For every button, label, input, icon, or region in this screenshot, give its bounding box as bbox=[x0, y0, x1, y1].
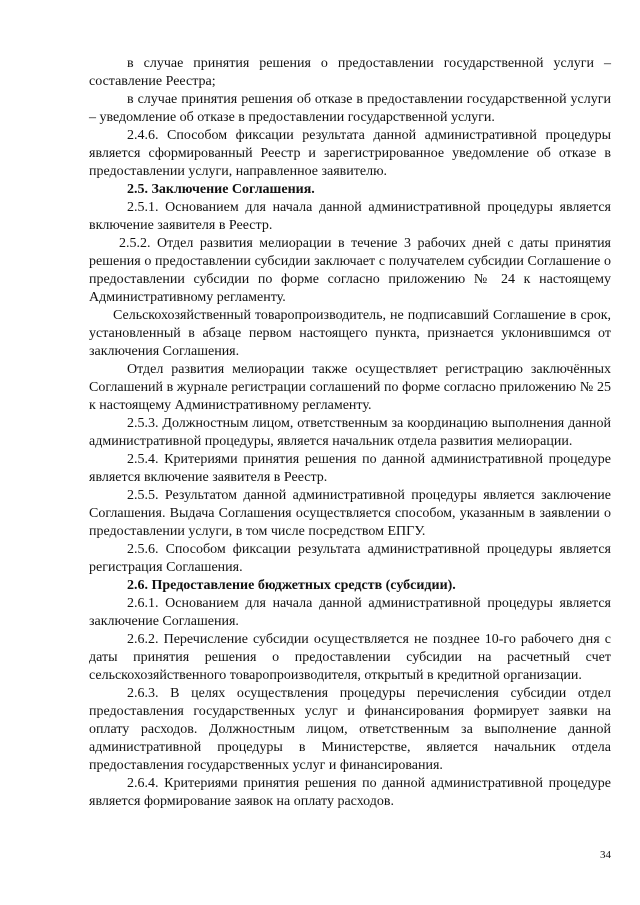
page-number: 34 bbox=[600, 849, 611, 861]
paragraph-registration-journal: Отдел развития мелиорации также осуществляет регистрацию заключённых Соглашений в журнале регистрации соглашений по форме согласно приложению № 25 к настоящему Административному регламенту. bbox=[89, 362, 611, 413]
paragraph-producer-evasion: Сельскохозяйственный товаропроизводитель, не подписавший Соглашение в срок, установленный в абзаце первом настоящего пункта, признается уклонившимся от заключения Соглашения. bbox=[89, 308, 611, 359]
paragraph-2-4-6: 2.4.6. Способом фиксации результата данной административной процедуры является сформированный Реестр и зарегистрированное уведомление об отказе в предоставлении услуги, направленное заявителю. bbox=[89, 128, 611, 179]
paragraph-2-6-4: 2.6.4. Критериями принятия решения по данной административной процедуре является формирование заявок на оплату расходов. bbox=[89, 776, 611, 809]
paragraph-2-5-5: 2.5.5. Результатом данной административной процедуры является заключение Соглашения. Выдача Соглашения осуществляется способом, указанным в заявлении о предоставлении услуги, в том числе посредством ЕПГУ. bbox=[89, 488, 611, 539]
section-heading-2-5: 2.5. Заключение Соглашения. bbox=[127, 182, 315, 197]
paragraph-2-5-2: 2.5.2. Отдел развития мелиорации в течение 3 рабочих дней с даты принятия решения о предоставлении субсидии заключает с получателем субсидии Соглашение о предоставлении субсидии по форме согласно приложению № 24 к настоящему Административному регламенту. bbox=[89, 236, 611, 305]
paragraph-registry-case: в случае принятия решения о предоставлении государственной услуги – составление Реестра; bbox=[89, 56, 611, 89]
paragraph-2-5-1: 2.5.1. Основанием для начала данной административной процедуры является включение заявителя в Реестр. bbox=[89, 200, 611, 233]
paragraph-2-6-3: 2.6.3. В целях осуществления процедуры перечисления субсидии отдел предоставления государственных услуг и финансирования формирует заявки на оплату расходов. Должностным лицом, ответственным за выполнение данной административной процедуры в Министерстве, является начальник отдела предоставления государственных услуг и финансирования. bbox=[89, 686, 611, 773]
paragraph-2-5-3: 2.5.3. Должностным лицом, ответственным за координацию выполнения данной административной процедуры, является начальник отдела развития мелиорации. bbox=[89, 416, 611, 449]
paragraph-2-5-4: 2.5.4. Критериями принятия решения по данной административной процедуре является включение заявителя в Реестр. bbox=[89, 452, 611, 485]
section-heading-2-6: 2.6. Предоставление бюджетных средств (субсидии). bbox=[127, 578, 456, 593]
paragraph-refusal-case: в случае принятия решения об отказе в предоставлении государственной услуги – уведомление об отказе в предоставлении государственной услуги. bbox=[89, 92, 611, 125]
paragraph-2-6-1: 2.6.1. Основанием для начала данной административной процедуры является заключение Соглашения. bbox=[89, 596, 611, 629]
document-body bbox=[89, 55, 611, 811]
paragraph-2-6-2: 2.6.2. Перечисление субсидии осуществляется не позднее 10-го рабочего дня с даты принятия решения о предоставлении субсидии на расчетный счет сельскохозяйственного товаропроизводителя, открытый в кредитной организации. bbox=[89, 632, 611, 683]
paragraph-2-5-6: 2.5.6. Способом фиксации результата административной процедуры является регистрация Соглашения. bbox=[89, 542, 611, 575]
